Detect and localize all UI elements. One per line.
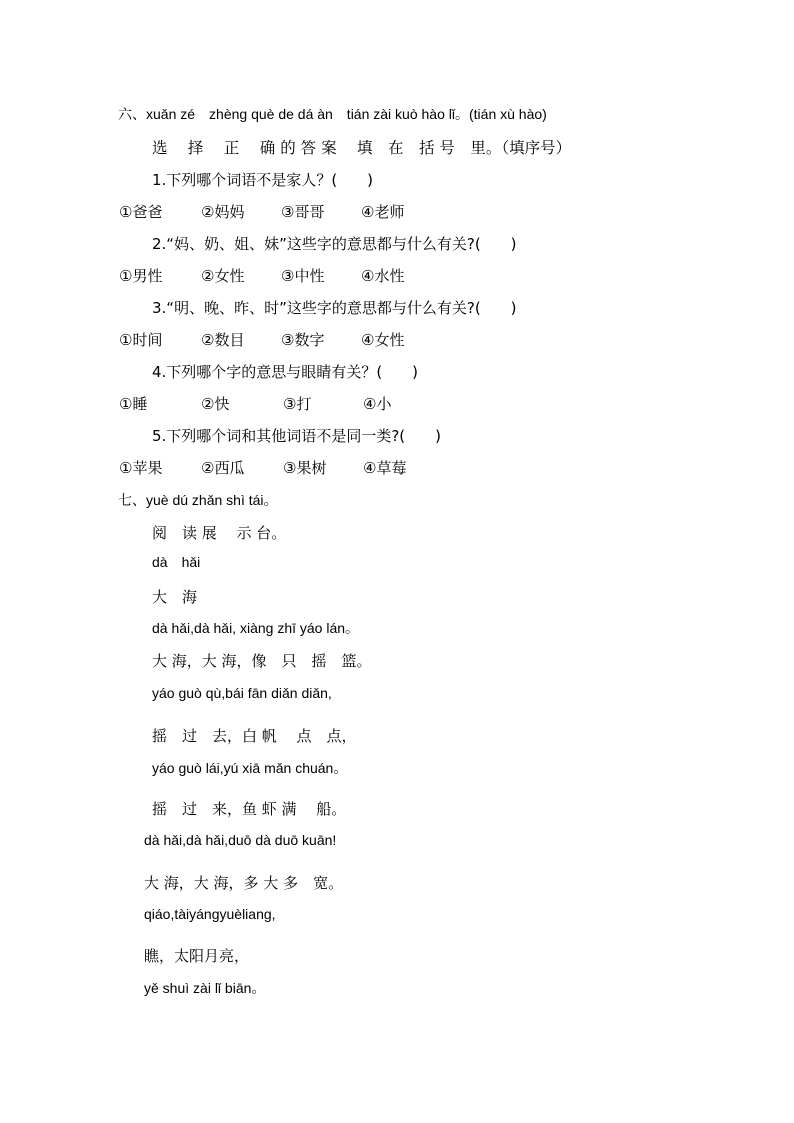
poem-line-1-pinyin: dà hǎi,dà hǎi, xiàng zhī yáo lán。 xyxy=(152,620,360,636)
section6-heading-pinyin: 六、xuǎn zé zhèng què de dá àn tián zài kuò hào lǐ。(tián xù hào) xyxy=(118,106,547,122)
question-5-text: 5.下列哪个词和其他词语不是同一类?( ) xyxy=(152,427,441,445)
q2-option-1[interactable]: ①男性 xyxy=(119,267,163,285)
q4-option-1[interactable]: ①睡 xyxy=(119,395,148,413)
question-1-options xyxy=(119,202,404,222)
poem-line-4-pinyin: dà hǎi,dà hǎi,duō dà duō kuān! xyxy=(144,832,337,848)
q4-option-3[interactable]: ③打 xyxy=(283,395,312,413)
poem-title-hanzi: 大 海 xyxy=(152,588,198,606)
q3-option-3[interactable]: ③数字 xyxy=(281,331,325,349)
poem-line-3-hanzi: 摇 过 来，鱼 虾 满 船。 xyxy=(152,800,347,818)
q1-option-4[interactable]: ④老师 xyxy=(361,203,405,221)
poem-line-5-pinyin: qiáo,tàiyángyuèliang, xyxy=(144,906,276,922)
poem-title-pinyin: dà hǎi xyxy=(152,554,201,570)
q5-option-2[interactable]: ②西瓜 xyxy=(201,459,245,477)
q1-option-2[interactable]: ②妈妈 xyxy=(201,203,245,221)
question-5-options xyxy=(119,458,406,478)
section6-heading-hanzi: 选 择 正 确 的 答 案 填 在 括 号 里。（填序号） xyxy=(152,139,572,157)
poem-line-4-hanzi: 大 海，大 海，多 大 多 宽。 xyxy=(144,874,344,892)
poem-line-5-hanzi: 瞧，太阳月亮， xyxy=(144,947,250,965)
q4-option-2[interactable]: ②快 xyxy=(201,395,230,413)
q3-option-4[interactable]: ④女性 xyxy=(361,331,405,349)
poem-line-2-hanzi: 摇 过 去，白 帆 点 点， xyxy=(152,727,357,745)
question-3-options xyxy=(119,330,404,350)
q5-option-1[interactable]: ①苹果 xyxy=(119,459,163,477)
question-2-text: 2.“妈、奶、姐、妹”这些字的意思都与什么有关?( ) xyxy=(152,235,517,253)
q1-option-3[interactable]: ③哥哥 xyxy=(281,203,325,221)
q2-option-4[interactable]: ④水性 xyxy=(361,267,405,285)
poem-line-2-pinyin: yáo guò qù,bái fān diǎn diǎn, xyxy=(152,685,332,701)
q4-option-4[interactable]: ④小 xyxy=(363,395,392,413)
question-3-text: 3.“明、晚、昨、时”这些字的意思都与什么有关?( ) xyxy=(152,299,517,317)
q2-option-3[interactable]: ③中性 xyxy=(281,267,325,285)
question-1-text: 1.下列哪个词语不是家人？( ) xyxy=(152,171,374,189)
q2-option-2[interactable]: ②女性 xyxy=(201,267,245,285)
question-2-options xyxy=(119,266,404,286)
reading-title-hanzi: 阅 读 展 示 台。 xyxy=(152,524,287,542)
section7-heading: 七、yuè dú zhǎn shì tái。 xyxy=(118,492,278,508)
q3-option-2[interactable]: ②数目 xyxy=(201,331,245,349)
poem-line-1-hanzi: 大 海，大 海，像 只 摇 篮。 xyxy=(152,652,372,670)
q5-option-3[interactable]: ③果树 xyxy=(283,459,327,477)
question-4-options xyxy=(119,394,391,414)
poem-line-3-pinyin: yáo guò lái,yú xiā mǎn chuán。 xyxy=(152,760,348,776)
q5-option-4[interactable]: ④草莓 xyxy=(363,459,407,477)
q3-option-1[interactable]: ①时间 xyxy=(119,331,163,349)
poem-line-6-pinyin: yě shuì zài lǐ biān。 xyxy=(144,980,266,996)
q1-option-1[interactable]: ①爸爸 xyxy=(119,203,163,221)
question-4-text: 4.下列哪个字的意思与眼睛有关？( ) xyxy=(152,363,419,381)
